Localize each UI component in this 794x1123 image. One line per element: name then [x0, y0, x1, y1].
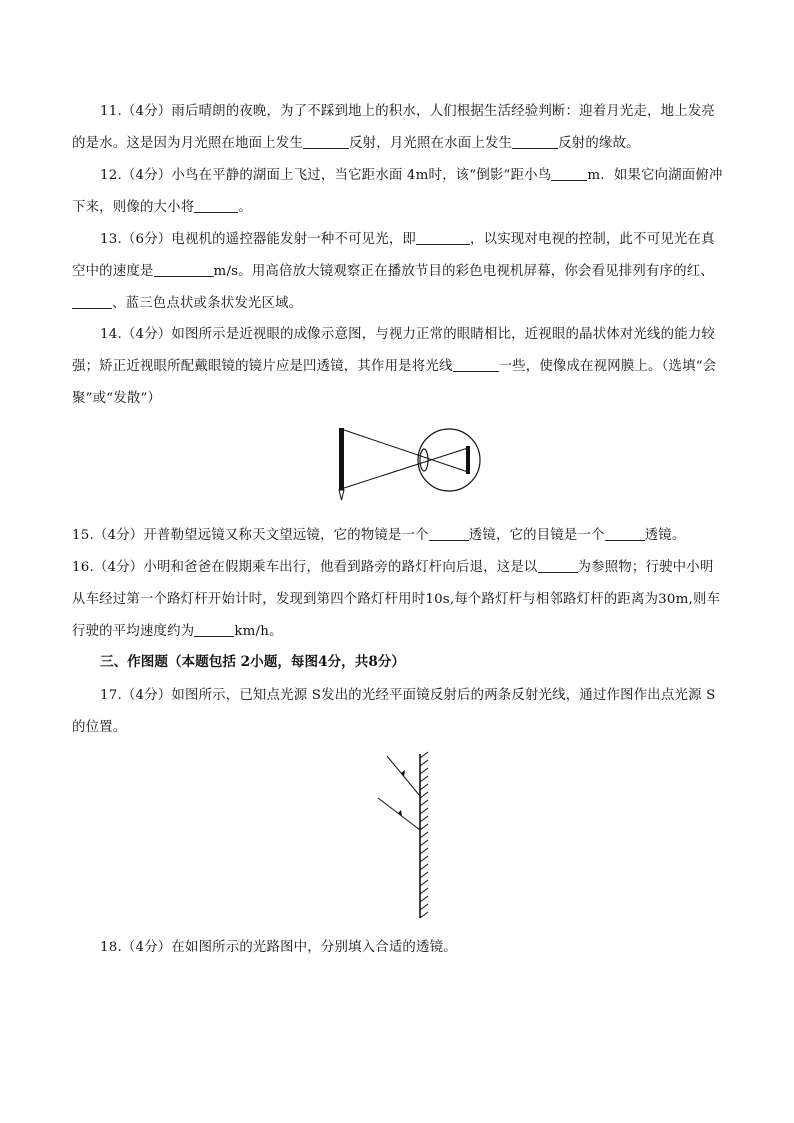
eyeball — [418, 429, 480, 491]
question-text: 反射，月光照在水面上发生 — [349, 136, 513, 151]
question-text: 透镜，它的目镜是一个 — [468, 528, 605, 543]
mirror-hatching — [420, 752, 428, 918]
answer-blank[interactable] — [605, 527, 645, 541]
answer-blank[interactable] — [303, 135, 349, 149]
answer-blank[interactable] — [538, 559, 578, 573]
question-text: 。 — [238, 200, 252, 215]
question-13 — [72, 224, 724, 320]
section-heading: 三、作图题（本题包括 2小题，每图4分，共8分） — [100, 654, 405, 670]
question-text: m/s。用高倍放大镜观察正在播放节目的彩色电视机屏幕，你会看见排列有序的红、 — [213, 264, 714, 279]
question-text: 一些，使像成在视网膜上。（选填“会聚”或“发散”） — [72, 359, 717, 406]
light-ray — [344, 430, 468, 472]
question-number: 12.（4分） — [100, 168, 172, 183]
answer-blank[interactable] — [429, 527, 469, 541]
light-ray — [344, 448, 468, 488]
answer-blank[interactable] — [154, 263, 214, 277]
question-text: 在如图所示的光路图中，分别填入合适的透镜。 — [171, 940, 457, 955]
question-17 — [72, 680, 724, 744]
object-pencil — [339, 428, 344, 490]
question-14 — [72, 319, 724, 415]
question-text: 雨后晴朗的夜晚，为了不踩到地上的积水，人们根据生活经验判断：迎着月光走，地上发亮的是水。这是因为月光照在地面上发生 — [72, 104, 716, 151]
answer-blank[interactable] — [194, 199, 238, 213]
answer-blank[interactable] — [194, 623, 234, 637]
question-text: 为参照物；行驶中小明从车经过第一个路灯杆开始计时，发现到第四个路灯杆用时10s,每个路灯杆与相邻路灯杆的距离为30m,则车行驶的平均速度约为 — [72, 560, 721, 639]
plane-mirror-diagram — [370, 750, 440, 922]
answer-blank[interactable] — [416, 231, 470, 245]
question-text: 如图所示，已知点光源 S发出的光经平面镜反射后的两条反射光线，通过作图作出点光源 S的位置。 — [72, 688, 716, 735]
crystalline-lens — [420, 449, 428, 471]
question-text: ，以实现对电视的控制，此不可见光在真空中的速度是 — [72, 232, 715, 279]
question-text: 电视机的遥控器能发射一种不可见光，即 — [171, 232, 417, 247]
question-15 — [72, 520, 724, 552]
question-number: 18.（4分） — [100, 940, 172, 955]
inverted-image — [466, 446, 470, 474]
reflected-ray — [378, 798, 420, 830]
answer-blank[interactable] — [72, 295, 112, 309]
answer-blank[interactable] — [453, 358, 499, 372]
question-text: km/h。 — [234, 624, 283, 639]
question-text: 如图所示是近视眼的成像示意图，与视力正常的眼睛相比，近视眼的晶状体对光线的能力较强；矫正近视眼所配戴眼镜的镜片应是凹透镜，其作用是将光线 — [72, 327, 716, 374]
pencil-tip — [339, 490, 344, 500]
question-text: 开普勒望远镜又称天文望远镜，它的物镜是一个 — [143, 528, 429, 543]
question-12 — [72, 160, 724, 224]
myopia-eye-diagram — [330, 420, 490, 504]
question-11 — [72, 96, 724, 160]
question-16 — [72, 552, 724, 648]
question-number: 15.（4分） — [72, 528, 144, 543]
question-number: 14.（4分） — [100, 327, 172, 342]
question-text: 、蓝三色点状或条状发光区域。 — [112, 296, 303, 311]
question-text: 反射的缘故。 — [558, 136, 640, 151]
question-text: 小鸟在平静的湖面上飞过，当它距水面 4m时，该“倒影”距小鸟 — [171, 168, 552, 183]
question-number: 17.（4分） — [100, 688, 172, 703]
question-number: 11.（4分） — [100, 104, 172, 119]
question-text: 小明和爸爸在假期乘车出行，他看到路旁的路灯杆向后退，这是以 — [143, 560, 538, 575]
question-18 — [72, 932, 724, 964]
question-number: 16.（4分） — [72, 560, 144, 575]
question-text: 透镜。 — [644, 528, 686, 543]
question-number: 13.（6分） — [100, 232, 172, 247]
answer-blank[interactable] — [551, 167, 587, 181]
question-text: m．如果它向湖面俯冲下来，则像的大小将 — [72, 168, 723, 215]
answer-blank[interactable] — [512, 135, 558, 149]
